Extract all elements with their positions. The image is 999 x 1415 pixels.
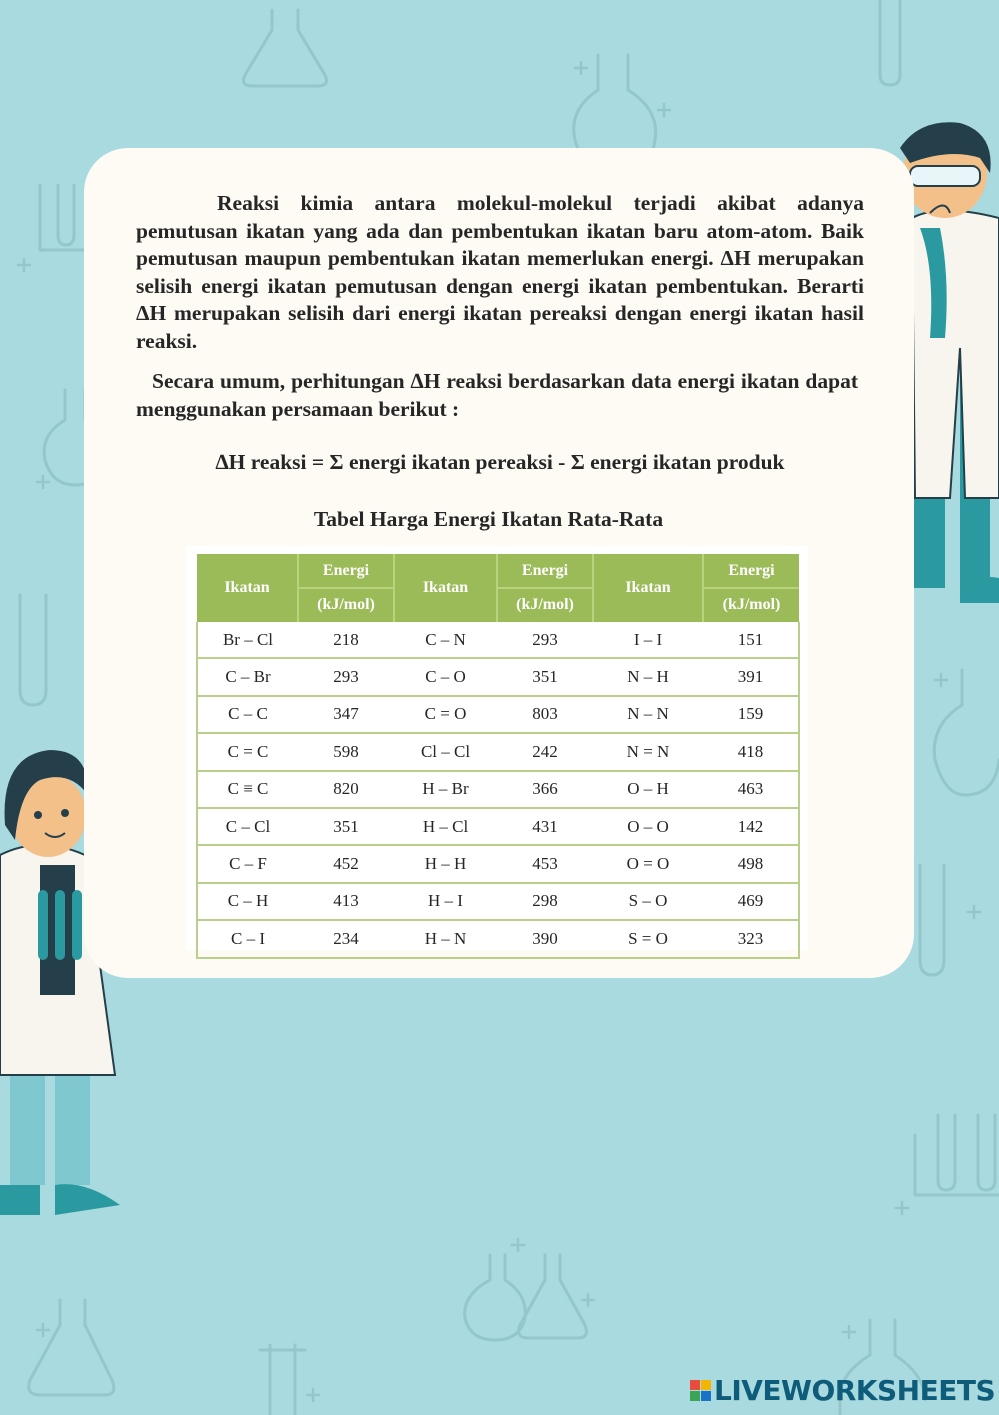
bond-cell: C = O: [394, 696, 497, 733]
header-energi: [497, 554, 593, 622]
energy-cell: 351: [497, 658, 593, 695]
plus-icon: [307, 1389, 319, 1401]
energy-cell: 391: [703, 658, 799, 695]
table-row: [197, 883, 799, 920]
intro-paragraph: Reaksi kimia antara molekul-molekul terjadi akibat adanya pemutusan ikatan yang ada dan pembentukan ikatan baru atom-atom. Baik pemutusan maupun pembentukan ikatan memerlukan energi. ΔH merupakan selisih energi ikatan pemutusan dengan energi ikatan pembentukan. Berarti ΔH merupakan selisih dari energi ikatan pereaksi dengan energi ikatan hasil reaksi.: [136, 191, 864, 353]
energy-cell: 463: [703, 771, 799, 808]
energy-cell: 598: [298, 733, 394, 770]
bond-cell: H – I: [394, 883, 497, 920]
flask-icon: [29, 1300, 114, 1395]
header-energi: [298, 554, 394, 622]
plus-icon: [18, 259, 30, 271]
test-tube-icon: [20, 595, 46, 705]
header-ikatan: Ikatan: [394, 554, 497, 622]
table-row: [197, 845, 799, 882]
energy-cell: 142: [703, 808, 799, 845]
energy-cell: 431: [497, 808, 593, 845]
energy-cell: 293: [298, 658, 394, 695]
bond-energy-table: [196, 554, 800, 959]
energy-cell: 803: [497, 696, 593, 733]
bond-cell: C – H: [197, 883, 298, 920]
energy-cell: 366: [497, 771, 593, 808]
bond-cell: C – Br: [197, 658, 298, 695]
energy-cell: 351: [298, 808, 394, 845]
energy-cell: 242: [497, 733, 593, 770]
bond-energy-table-container: [186, 546, 808, 950]
table-row: [197, 622, 799, 658]
bond-cell: H – H: [394, 845, 497, 882]
header-energi-unit: (kJ/mol): [299, 587, 393, 621]
energy-cell: 390: [497, 920, 593, 957]
table-row: [197, 920, 799, 957]
energy-cell: 413: [298, 883, 394, 920]
bond-cell: H – Cl: [394, 808, 497, 845]
energy-cell: 418: [703, 733, 799, 770]
round-flask-icon: [465, 1255, 526, 1340]
round-flask-icon: [934, 670, 999, 795]
bond-cell: H – Br: [394, 771, 497, 808]
header-ikatan: Ikatan: [593, 554, 703, 622]
liveworksheets-logo: [690, 1374, 995, 1407]
bond-cell: C = C: [197, 733, 298, 770]
header-ikatan: Ikatan: [197, 554, 298, 622]
bond-cell: C – C: [197, 696, 298, 733]
table-body: [197, 622, 799, 958]
test-tube-icon: [920, 865, 944, 975]
method-paragraph: Secara umum, perhitungan ∆H reaksi berdasarkan data energi ikatan dapat menggunakan persamaan berikut :: [136, 369, 858, 421]
plus-icon: [896, 1202, 908, 1214]
table-row: [197, 771, 799, 808]
logo-text: LIVEWORKSHEETS: [714, 1374, 996, 1407]
bond-cell: S – O: [593, 883, 703, 920]
energy-cell: 234: [298, 920, 394, 957]
energy-cell: 820: [298, 771, 394, 808]
header-energi-unit: (kJ/mol): [704, 587, 799, 621]
energy-cell: 159: [703, 696, 799, 733]
bond-cell: O – O: [593, 808, 703, 845]
plus-icon: [512, 1239, 524, 1251]
bond-cell: C – I: [197, 920, 298, 957]
test-tube-icon: [260, 1345, 305, 1415]
table-row: [197, 808, 799, 845]
bond-cell: I – I: [593, 622, 703, 658]
header-energi-unit: (kJ/mol): [498, 587, 592, 621]
energy-cell: 298: [497, 883, 593, 920]
bond-cell: C ≡ C: [197, 771, 298, 808]
enthalpy-formula: ∆H reaksi = Σ energi ikatan pereaksi - Σ energi ikatan produk: [215, 450, 785, 474]
energy-cell: 453: [497, 845, 593, 882]
plus-icon: [37, 476, 49, 488]
table-header-row: [197, 554, 799, 622]
plus-icon: [37, 1324, 49, 1336]
table-row: [197, 733, 799, 770]
bond-cell: N = N: [593, 733, 703, 770]
energy-cell: 347: [298, 696, 394, 733]
bond-cell: C – Cl: [197, 808, 298, 845]
logo-icon: [690, 1380, 711, 1401]
bond-cell: N – N: [593, 696, 703, 733]
energy-cell: 469: [703, 883, 799, 920]
flask-icon: [519, 1255, 587, 1338]
bond-cell: Cl – Cl: [394, 733, 497, 770]
plus-icon: [575, 62, 587, 74]
bond-cell: C – N: [394, 622, 497, 658]
plus-icon: [843, 1326, 855, 1338]
bond-cell: O = O: [593, 845, 703, 882]
energy-cell: 498: [703, 845, 799, 882]
flask-icon: [244, 10, 327, 86]
table-row: [197, 696, 799, 733]
test-tube-rack-icon: [915, 1115, 999, 1195]
table-title: Tabel Harga Energi Ikatan Rata-Rata: [313, 507, 664, 531]
bond-cell: O – H: [593, 771, 703, 808]
energy-cell: 151: [703, 622, 799, 658]
bond-cell: H – N: [394, 920, 497, 957]
bond-cell: Br – Cl: [197, 622, 298, 658]
header-energi-label: Energi: [322, 562, 370, 579]
bond-cell: S = O: [593, 920, 703, 957]
energy-cell: 218: [298, 622, 394, 658]
test-tube-icon: [880, 0, 900, 85]
plus-icon: [658, 104, 670, 116]
bond-cell: C – O: [394, 658, 497, 695]
header-energi-label: Energi: [521, 562, 569, 579]
plus-icon: [935, 674, 947, 686]
plus-icon: [582, 1294, 594, 1306]
energy-cell: 293: [497, 622, 593, 658]
bond-cell: N – H: [593, 658, 703, 695]
table-row: [197, 658, 799, 695]
plus-icon: [968, 906, 980, 918]
energy-cell: 452: [298, 845, 394, 882]
bond-cell: C – F: [197, 845, 298, 882]
header-energi: [703, 554, 799, 622]
energy-cell: 323: [703, 920, 799, 957]
header-energi-label: Energi: [728, 562, 775, 579]
